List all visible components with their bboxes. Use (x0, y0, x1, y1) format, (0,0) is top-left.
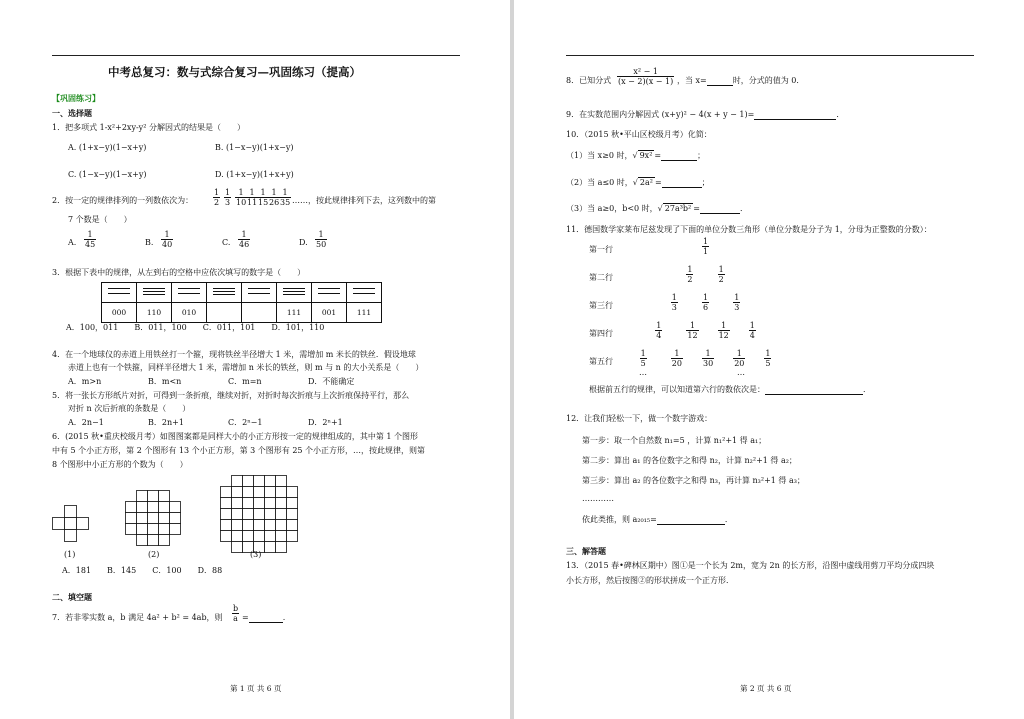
q3-table (101, 282, 382, 323)
q3-options: A．100，011 B．011，100 C．011，101 D．101，110 (66, 323, 325, 332)
q2-option-denominator: 40 (162, 240, 173, 249)
q11-row-label: 第五行 (589, 357, 613, 366)
q2-seq-denominator: 26 (269, 198, 280, 207)
q10-3-radicand: 27a³b² (664, 204, 692, 213)
q2-seq-numerator: 1 (282, 188, 288, 197)
q8-fraction (617, 67, 674, 86)
q6-square (254, 531, 265, 542)
q6-square (137, 535, 148, 546)
q1-stem: 1．把多项式 1-x²+2xy-y² 分解因式的结果是（ ） (52, 123, 245, 132)
q9-text: 9．在实数范围内分解因式 (x+y)² − 4(x + y − 1)= (566, 110, 755, 119)
q11-denominator: 5 (765, 359, 771, 368)
q6-square (276, 542, 287, 553)
q2-seq-denominator: 11 (247, 198, 258, 207)
q6-square (170, 502, 181, 513)
q3-pattern-cell (277, 283, 312, 303)
q3-pattern-bar (143, 294, 165, 295)
q2-option-denominator: 45 (85, 240, 96, 249)
q7-stem: 7．若非零实数 a，b 满足 4a² + b² = 4ab，则 (52, 613, 223, 622)
q10-part-1: （1）当 x≥0 时，√ 9x² = ； (566, 151, 706, 160)
q5-option-d: D．2ⁿ+1 (308, 418, 343, 427)
q12-conclusion-text: 依此类推，则 a₂₀₁₅= (582, 515, 657, 524)
q9-answer-blank (754, 111, 836, 120)
q6-square (276, 531, 287, 542)
q11-row-label: 第二行 (589, 273, 613, 282)
q6-square (276, 476, 287, 487)
q6-square (159, 535, 170, 546)
q6-square (265, 520, 276, 531)
page-2 (514, 0, 1024, 719)
q6-square (221, 531, 232, 542)
q6-square (243, 520, 254, 531)
q3-pattern-cell (102, 283, 137, 303)
q12-stem: 12．让我们轻松一下，做一个数字游戏： (566, 414, 713, 423)
q11-row-label: 第三行 (589, 301, 613, 310)
q12-dots: ………… (582, 494, 614, 503)
q4-option-a: A．m>n (68, 377, 102, 386)
q2-option-fraction (161, 230, 173, 249)
q11-denominator: 20 (671, 359, 682, 368)
q3-pattern-bar (108, 293, 130, 294)
q6-square (148, 491, 159, 502)
q8-answer-blank (707, 77, 733, 86)
q6-square (265, 542, 276, 553)
q3-pattern-glyph (248, 287, 270, 297)
q6-square (170, 524, 181, 535)
q2-seq-fraction (224, 188, 231, 207)
q11-answer: 根据前五行的规律，可以知道第六行的数依次是： ． (589, 385, 871, 394)
q11-dots-right: … (737, 368, 745, 377)
q5-stem: 5．将一张长方形纸片对折，可得到一条折痕，继续对折，对折时每次折痕与上次折痕保持平行，那么 (52, 391, 410, 400)
q6-square (137, 524, 148, 535)
q11-numerator: 1 (703, 293, 709, 302)
q11-numerator: 1 (656, 321, 662, 330)
q11-numerator: 1 (765, 349, 771, 358)
q11-numerator: 1 (718, 265, 724, 274)
q6-square (232, 520, 243, 531)
q11-dots-left: … (639, 368, 647, 377)
q3-pattern-glyph (108, 287, 130, 297)
q11-fraction (686, 321, 698, 340)
q6-square (53, 518, 65, 530)
q1-option-a: A. (1+x−y)(1−x+y) (68, 143, 147, 152)
q6-square (265, 498, 276, 509)
q6-square (287, 531, 298, 542)
q3-code-cell (207, 303, 242, 323)
q11-numerator: 1 (689, 321, 696, 330)
q2-seq-denominator: 15 (258, 198, 269, 207)
q3-pattern-bar (178, 293, 200, 294)
q11-answer-blank (765, 386, 863, 395)
q10-3-cond: （3）当 a≥0，b<0 时， (566, 204, 658, 213)
q6-square (221, 498, 232, 509)
q12-answer-blank (657, 516, 725, 525)
q6-square (232, 542, 243, 553)
q3-code-cell: 110 (137, 303, 172, 323)
q2-option-denominator: 50 (316, 240, 327, 249)
section-choice-heading: 一、选择题 (52, 108, 92, 118)
q6-square (221, 487, 232, 498)
q2-seq-denominator: 3 (225, 198, 231, 207)
q10-3-answer-blank (700, 205, 740, 214)
q2-seq-numerator: 1 (238, 188, 244, 197)
q6-square (148, 535, 159, 546)
q11-numerator: 1 (734, 293, 740, 302)
q1-option-d: D. (1+x−y)(1+x+y) (215, 170, 294, 179)
q6-square (137, 513, 148, 524)
q10-2-answer-blank (662, 179, 702, 188)
q11-denominator: 3 (734, 303, 740, 312)
q11-fraction (671, 293, 678, 312)
q11-denominator: 2 (687, 275, 693, 284)
q6-square (65, 530, 77, 542)
q2-option-letter: B. (145, 238, 154, 247)
q2-seq-numerator: 1 (249, 188, 255, 197)
q10-3-eq: = (693, 204, 700, 213)
q6-square (243, 531, 254, 542)
q11-fraction (671, 349, 683, 368)
q2-option-fraction (315, 230, 327, 249)
q6-square (170, 513, 181, 524)
q11-numerator: 1 (721, 321, 727, 330)
q12-step-2: 第二步：算出 a₁ 的各位数字之和得 n₂，计算 n₂²+1 得 a₂； (582, 456, 797, 465)
q6-square (148, 513, 159, 524)
q3-pattern-cell (312, 283, 347, 303)
q3-pattern-bar (283, 288, 305, 289)
q7-answer-blank (249, 614, 283, 623)
q6-square (265, 476, 276, 487)
q3-code-cell: 010 (172, 303, 207, 323)
q11-denominator: 20 (734, 359, 745, 368)
q3-stem: 3．根据下表中的规律，从左到右的空格中应依次填写的数字是（ ） (52, 268, 306, 277)
q6-figure-1 (52, 505, 92, 545)
q6-square (137, 491, 148, 502)
q3-pattern-glyph (318, 287, 340, 297)
q11-row-label: 第一行 (589, 245, 613, 254)
q3-code-cell: 000 (102, 303, 137, 323)
q6-options: A．181 B．145 C．100 D．88 (62, 566, 223, 575)
q2-option-fraction (84, 230, 96, 249)
q6-square (159, 491, 170, 502)
page-footer: 第 2 页 共 6 页 (740, 684, 792, 693)
q4-option-c: C．m=n (228, 377, 262, 386)
q6-square (148, 502, 159, 513)
q2-seq-numerator: 1 (214, 188, 220, 197)
q3-pattern-cell (347, 283, 382, 303)
q6-square (287, 487, 298, 498)
q6-square (126, 524, 137, 535)
q6-stem-line3: 8 个图形中小正方形的个数为（ ） (52, 460, 188, 469)
q3-pattern-bar (318, 288, 340, 289)
q2-option-numerator: 1 (164, 230, 170, 239)
q2-option-numerator: 1 (87, 230, 93, 239)
q6-square (254, 498, 265, 509)
q6-square (232, 476, 243, 487)
q12-conclusion (582, 515, 733, 525)
section-answer-heading: 三、解答题 (566, 546, 606, 556)
q9-stem: 9．在实数范围内分解因式 (x+y)² − 4(x + y − 1)= ． (566, 110, 845, 119)
q11-fraction (686, 265, 693, 284)
q6-square (254, 509, 265, 520)
q10-part-2: （2）当 a≤0 时，√ 2a² = ； (566, 178, 710, 187)
q2-option-letter: A. (68, 238, 77, 247)
q6-square (254, 487, 265, 498)
page-1 (0, 0, 510, 719)
q11-numerator: 1 (749, 321, 755, 330)
header-rule (566, 55, 974, 56)
q11-denominator: 1 (703, 247, 709, 256)
q6-figure-1-label: (1) (64, 550, 76, 559)
q2-seq-denominator: 10 (236, 198, 247, 207)
q2-option-fraction (238, 230, 250, 249)
q6-square (265, 487, 276, 498)
q6-figure-3 (220, 475, 300, 555)
q6-square (159, 502, 170, 513)
q8-end-text: 时，分式的值为 0． (732, 76, 805, 85)
q6-square (65, 518, 77, 530)
q7-equals-sign: = (242, 613, 249, 622)
q11-fraction (702, 349, 714, 368)
q11-fraction (640, 349, 647, 368)
q8-numerator: x² − 1 (633, 67, 658, 76)
q3-pattern-cell (172, 283, 207, 303)
q3-pattern-glyph (213, 287, 235, 297)
q2-seq-numerator: 1 (271, 188, 277, 197)
q3-pattern-cell (242, 283, 277, 303)
q2-option-letter: D. (299, 238, 308, 247)
q3-code-row (102, 303, 382, 323)
q3-code-cell: 111 (347, 303, 382, 323)
q2-option-denominator: 46 (239, 240, 250, 249)
q3-pattern-bar (143, 288, 165, 289)
q2-stem: 2．按一定的规律排列的一列数依次为： (52, 196, 194, 205)
q11-denominator: 2 (718, 275, 724, 284)
q3-pattern-bar (318, 293, 340, 294)
q11-denominator: 3 (671, 303, 677, 312)
q3-pattern-bar (283, 291, 305, 292)
q13-stem: 13．（2015 春•碑林区期中）图①是一个长为 2m，宽为 2n 的长方形，沿图中虚线用剪刀平均分成四块 (566, 561, 935, 570)
q3-pattern-bar (248, 293, 270, 294)
q11-denominator: 4 (656, 331, 662, 340)
q8-mid-text: ，当 x= (677, 76, 707, 85)
q4-stem: 4．在一个地球仪的赤道上用铁丝打一个箍，现将铁丝半径增大 1 米，需增加 m 米长的铁丝．假设地球 (52, 350, 416, 359)
q2-option-letter: C. (222, 238, 231, 247)
q3-pattern-cell (207, 283, 242, 303)
q10-2-radicand: 2a² (639, 178, 653, 187)
q2-seq-denominator: 35 (280, 198, 291, 207)
q4-option-d: D．不能确定 (308, 377, 355, 386)
q7-numerator: b (233, 604, 239, 613)
q1-option-b: B. (1−x−y)(1+x−y) (215, 143, 294, 152)
q3-pattern-bar (143, 291, 165, 292)
q2-seq-fraction (213, 188, 220, 207)
q2-option-numerator: 1 (318, 230, 324, 239)
q11-denominator: 6 (703, 303, 709, 312)
q3-pattern-bar (213, 291, 235, 292)
q6-figure-2 (125, 490, 185, 550)
q6-square (276, 498, 287, 509)
q6-stem: 6．(2015 秋•重庆校级月考）如图图案都是同样大小的小正方形按一定的规律组成的，其中第 1 个图形 (52, 432, 419, 441)
q11-denominator: 5 (640, 359, 646, 368)
q2-stem-line2: 7 个数是（ ） (68, 215, 132, 224)
header-rule (52, 55, 460, 56)
q10-1-eq: = (654, 151, 662, 160)
q11-answer-text: 根据前五行的规律，可以知道第六行的数依次是： (589, 385, 765, 394)
q7-equals: = . (242, 613, 286, 622)
q6-square (232, 487, 243, 498)
q11-fraction (718, 265, 725, 284)
q11-fraction (733, 349, 745, 368)
section-fill-heading: 二、填空题 (52, 592, 92, 602)
q11-fraction (764, 349, 771, 368)
q3-pattern-cell (137, 283, 172, 303)
q11-fraction (733, 293, 740, 312)
q11-numerator: 1 (703, 237, 709, 246)
q5-option-c: C．2ⁿ−1 (228, 418, 263, 427)
q6-square (276, 487, 287, 498)
q11-fraction (749, 321, 756, 340)
q10-part-3: （3）当 a≥0，b<0 时，√ 27a³b² = ． (566, 204, 748, 213)
q6-square (254, 520, 265, 531)
q11-fraction (702, 237, 709, 256)
q6-square (243, 498, 254, 509)
q11-denominator: 4 (749, 331, 755, 340)
q11-numerator: 1 (687, 265, 693, 274)
q3-pattern-bar (108, 288, 130, 289)
q6-square (232, 498, 243, 509)
q10-2-cond: （2）当 a≤0 时， (566, 178, 633, 187)
q10-1-cond: （1）当 x≥0 时， (566, 151, 633, 160)
q11-numerator: 1 (671, 293, 677, 302)
q11-fraction (718, 321, 730, 340)
q11-fraction (702, 293, 709, 312)
q6-square (265, 509, 276, 520)
section-tag: 【巩固练习】 (52, 93, 100, 103)
page-title: 中考总复习：数与式综合复习—巩固练习（提高） (108, 65, 361, 79)
q13-stem-line2: 小长方形，然后按图②的形状拼成一个正方形． (566, 576, 734, 585)
q12-step-1: 第一步：取一个自然数 n₁=5 ，计算 n₁²+1 得 a₁； (582, 436, 767, 445)
q6-square (287, 509, 298, 520)
q6-square (65, 506, 77, 518)
q6-square (126, 502, 137, 513)
q5-stem-line2: 对折 n 次后折痕的条数是（ ） (68, 404, 191, 413)
q11-fraction (655, 321, 662, 340)
q8-stem-cont (677, 76, 804, 86)
q7-denominator: a (233, 614, 238, 623)
q6-square (221, 520, 232, 531)
q11-numerator: 1 (705, 349, 711, 358)
q3-pattern-bar (283, 294, 305, 295)
q3-pattern-bar (213, 294, 235, 295)
q8-denominator: (x − 2)(x − 1) (618, 77, 674, 86)
q6-square (159, 524, 170, 535)
q2-option-numerator: 1 (241, 230, 247, 239)
q10-stem: 10．（2015 秋•平山区校级月考）化简： (566, 130, 712, 139)
q2-seq-numerator: 1 (225, 188, 231, 197)
q6-square (148, 524, 159, 535)
q6-square (243, 487, 254, 498)
q3-pattern-glyph (353, 287, 375, 297)
q3-code-cell: 111 (277, 303, 312, 323)
q11-row-label: 第四行 (589, 329, 613, 338)
q3-code-cell (242, 303, 277, 323)
q6-square (159, 513, 170, 524)
q3-pattern-bar (353, 293, 375, 294)
q8-stem: 8．已知分式 (566, 76, 612, 85)
q6-square (287, 498, 298, 509)
q3-code-cell: 001 (312, 303, 347, 323)
q4-option-b: B．m<n (148, 377, 182, 386)
q6-square (232, 509, 243, 520)
q11-denominator: 12 (718, 331, 729, 340)
q4-stem-line2: 赤道上也有一个铁箍，同样半径增大 1 米，需增加 n 米长的铁丝，则 m 与 n 的大小关系是（ ） (68, 363, 424, 372)
q10-1-answer-blank (661, 152, 697, 161)
q11-numerator: 1 (674, 349, 680, 358)
q6-square (243, 509, 254, 520)
q6-figure-3-label: (3) (250, 550, 262, 559)
page-footer: 第 1 页 共 6 页 (230, 684, 282, 693)
q6-square (221, 509, 232, 520)
q6-square (243, 476, 254, 487)
q3-pattern-glyph (283, 287, 305, 297)
q3-pattern-bar (248, 288, 270, 289)
q2-seq-fraction (279, 188, 291, 207)
q6-stem-line2: 中有 5 个小正方形，第 2 个图形有 13 个小正方形，第 3 个图形有 25 个小正方形，…，按此规律，则第 (52, 446, 426, 455)
q6-square (265, 531, 276, 542)
q3-pattern-glyph (143, 287, 165, 297)
q6-square (77, 518, 89, 530)
q3-pattern-bar (213, 288, 235, 289)
q6-square (126, 513, 137, 524)
q2-seq-denominator: 2 (214, 198, 220, 207)
q6-square (287, 520, 298, 531)
q5-option-b: B．2n+1 (148, 418, 184, 427)
q11-numerator: 1 (640, 349, 646, 358)
q5-option-a: A．2n−1 (68, 418, 104, 427)
q3-pattern-bar (178, 288, 200, 289)
q6-square (232, 531, 243, 542)
q6-square (276, 520, 287, 531)
q10-1-radicand: 9x² (639, 151, 653, 160)
q1-option-c: C. (1−x−y)(1−x+y) (68, 170, 147, 179)
q3-pattern-glyph (178, 287, 200, 297)
q11-denominator: 30 (703, 359, 714, 368)
q2-stem-cont: ……，按此规律排列下去，这列数中的第 (292, 196, 436, 205)
q7-fraction (232, 604, 239, 623)
q11-denominator: 12 (687, 331, 698, 340)
q6-figure-2-label: (2) (148, 550, 160, 559)
q12-step-3: 第三步：算出 a₂ 的各位数字之和得 n₃，再计算 n₃²+1 得 a₃； (582, 476, 805, 485)
q2-seq-numerator: 1 (260, 188, 266, 197)
q6-square (254, 476, 265, 487)
q3-pattern-row (102, 283, 382, 303)
q3-pattern-bar (353, 288, 375, 289)
q11-numerator: 1 (736, 349, 742, 358)
q11-stem: 11．德国数学家莱布尼兹发现了下面的单位分数三角形（单位分数是分子为 1，分母为正整数的分数）： (566, 225, 932, 234)
q6-square (137, 502, 148, 513)
q12-period: ． (724, 515, 733, 524)
q6-square (276, 509, 287, 520)
q10-2-eq: = (654, 178, 662, 187)
